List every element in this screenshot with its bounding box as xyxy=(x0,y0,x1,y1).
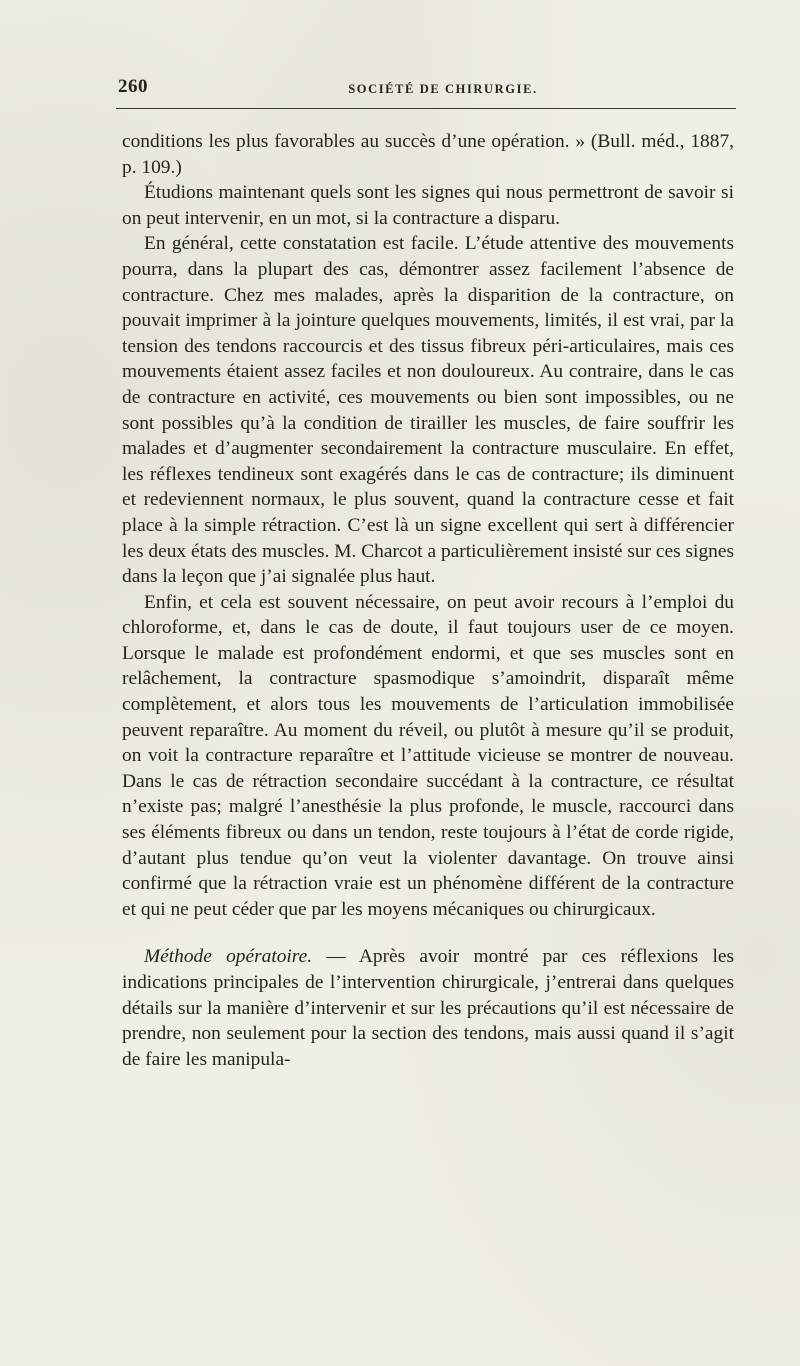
header-rule xyxy=(116,108,736,109)
section-heading: Méthode opératoire. xyxy=(144,946,313,968)
paragraph-signs: Étudions maintenant quels sont les signes qui nous permettront de savoir si on peut intervenir, en un mot, si la contracture a disparu. xyxy=(122,182,734,229)
paragraph-general: En général, cette constatation est facile. L’étude attentive des mouvements pourra, dans la plupart des cas, démontrer assez facilement l’absence de contracture. Chez mes malades, après la disparition de la contracture, on pouvait imprimer à la jointure quelques mouvements, limités, il est vrai, par la tension des tendons raccourcis et des tissus fibreux péri-articulaires, mais ces mouvements étaient assez faciles et non douloureux. Au contraire, dans le cas de contracture en activité, ces mouvements ou bien sont impossibles, ou ne sont possibles qu’à la condition de tirailler les muscles, de faire souffrir les malades et d’augmenter secondairement la contracture musculaire. En effet, les réflexes tendineux sont exagérés dans le cas de contracture; ils diminuent et redeviennent normaux, le plus souvent, quand la contracture cesse et fait place à la simple rétraction. C’est là un signe excellent qui sert à différencier les deux états des muscles. M. Charcot a particulièrement insisté sur ces signes dans la leçon que j’ai signalée plus haut. xyxy=(122,233,734,588)
running-head xyxy=(118,74,734,102)
page-number: 260 xyxy=(118,76,148,97)
paragraph-method xyxy=(122,944,734,1072)
paragraph-continuation: conditions les plus favorables au succès d’une opération. » (Bull. méd., 1887, p. 109.) xyxy=(122,131,734,178)
body-text xyxy=(122,129,734,1072)
book-page xyxy=(118,74,734,1072)
running-title: SOCIÉTÉ DE CHIRURGIE. xyxy=(348,82,538,96)
paragraph-chloroform: Enfin, et cela est souvent nécessaire, on peut avoir recours à l’emploi du chloroforme, et, dans le cas de doute, il faut toujours user de ce moyen. Lorsque le malade est profondément endormi, et que ses muscles sont en relâchement, la contracture spasmodique s’amoindrit, disparaît même complètement, et alors tous les mouvements de l’articulation immobilisée peuvent reparaître. Au moment du réveil, ou plutôt à mesure qu’il se produit, on voit la contracture reparaître et l’attitude vicieuse se montrer de nouveau. Dans le cas de rétraction secondaire succédant à la contracture, ce résultat n’existe pas; malgré l’anesthésie la plus profonde, le muscle, raccourci dans ses éléments fibreux ou dans un tendon, reste toujours à l’état de corde rigide, d’autant plus tendue qu’on veut la violenter davantage. On trouve ainsi confirmé que la rétraction vraie est un phénomène différent de la contracture et qui ne peut céder que par les moyens mécaniques ou chirurgicaux. xyxy=(122,591,734,920)
section-text: — Après avoir montré par ces réflexions les indications principales de l’intervention chirurgicale, j’entrerai dans quelques détails sur la manière d’intervenir et sur les précautions qu’il est nécessaire de prendre, non seulement pour la section des tendons, mais aussi quand il s’agit de faire les manipula- xyxy=(122,946,734,1070)
